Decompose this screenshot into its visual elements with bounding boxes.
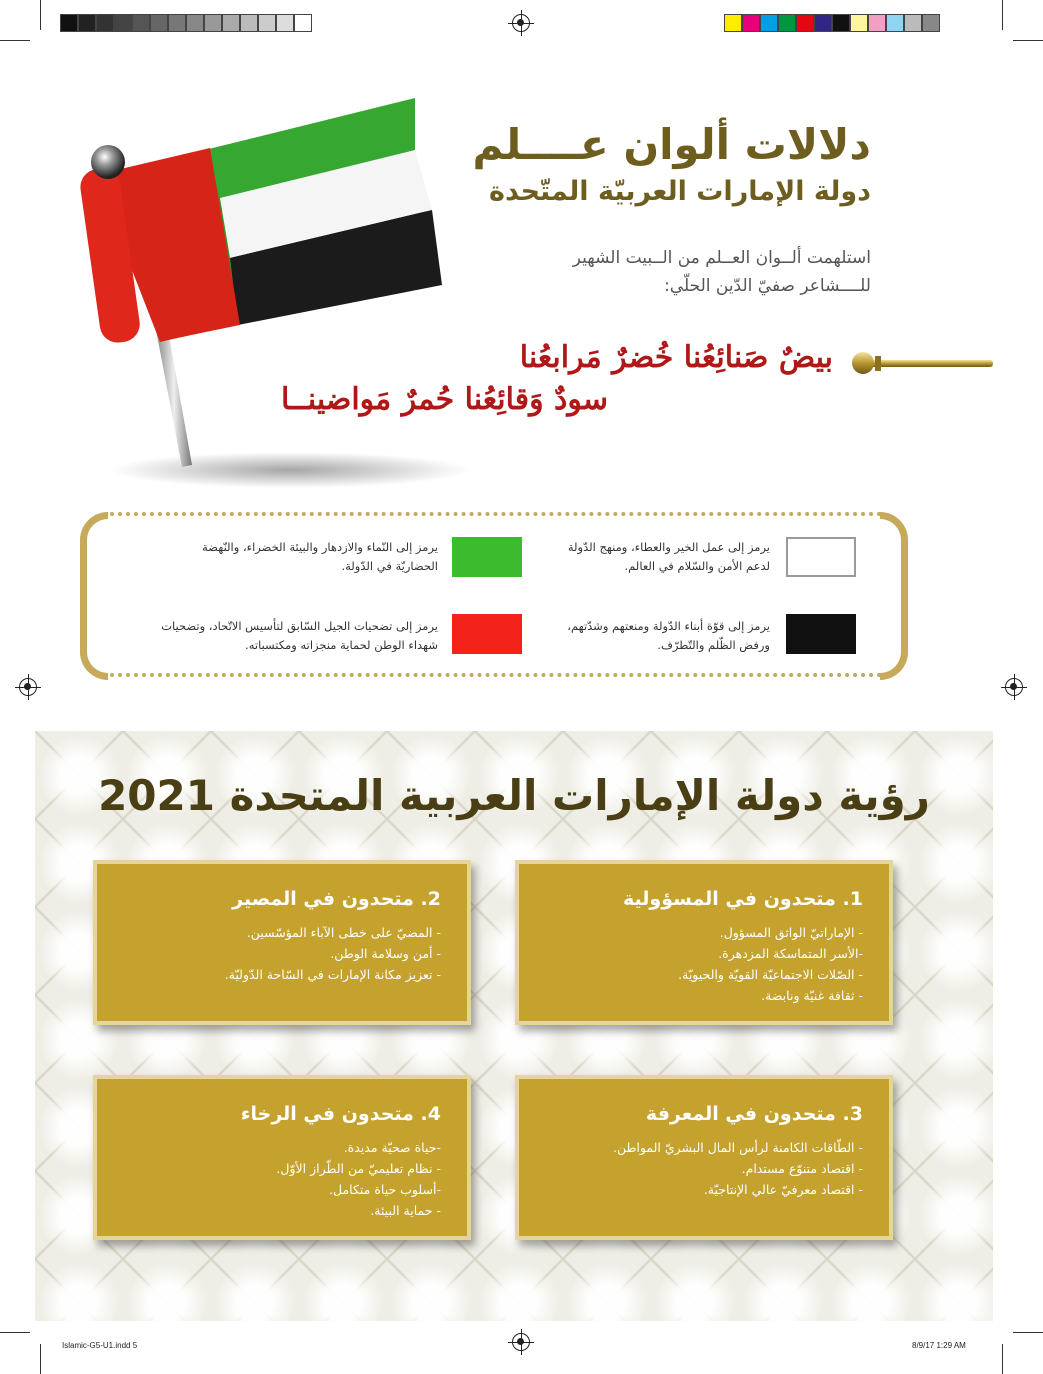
list-item: - حماية البيئة. [370,1203,441,1218]
swatch-white [786,537,856,577]
card-heading: 1. متحدون في المسؤولية [622,888,863,910]
swatch-red [452,614,522,654]
crop-mark [1002,0,1003,30]
crop-mark [0,1332,30,1333]
list-item: - اقتصاد معرفيّ عالي الإنتاجيّة. [703,1182,863,1197]
file-slug: Islamic-G5-U1.indd 5 [62,1341,138,1350]
crop-mark [1013,40,1043,41]
vision-card-1 [515,860,893,1025]
color-bar [724,14,940,32]
crop-mark [1002,1344,1003,1374]
legend-brace-left [80,512,108,680]
list-item: - الإماراتيّ الواثق المسؤول. [719,925,863,940]
swatch-black [786,614,856,654]
page-title: دلالات ألوان عــــلم [472,120,871,169]
intro-line-2: للــــشاعر صفيّ الدّين الحلّي: [664,276,871,296]
vision-title: رؤية دولة الإمارات العربية المتحدة 2021 [98,771,930,820]
list-item: -أسلوب حياة متكامل. [329,1182,441,1197]
list-item: - الصّلات الاجتماعيّة القويّة والحيويّة. [678,967,863,982]
gold-rod-ornament [845,346,995,380]
vision-section [35,731,993,1321]
crop-mark [1013,1332,1043,1333]
legend-brace-right [880,512,908,680]
legend-text-white: يرمز إلى عمل الخير والعطاء، ومنهج الدّولة لدعم الأمن والسّلام في العالم. [567,540,770,573]
vision-card-3 [515,1075,893,1240]
card-heading: 3. متحدون في المعرفة [645,1103,863,1125]
page-subtitle: دولة الإمارات العربيّة المتّحدة [489,176,871,207]
legend-text-red: يرمز إلى تضحيات الجيل السّابق لتأسيس الاتّحاد، وتضحيات شهداء الوطن لحماية منجزاته ومكتسباته. [161,619,438,652]
crop-mark [0,40,30,41]
legend-text-green: يرمز إلى النّماء والازدهار والبيئة الخضراء، والنّهضة الحضاريّة في الدّولة. [202,540,438,573]
list-item: - الطّاقات الكامنة لرأس المال البشريّ المواطن. [612,1140,863,1155]
crop-mark [40,1344,41,1374]
intro-line-1: استلهمت ألــوان العــلم من الــبيت الشهير [572,248,871,268]
grayscale-bar [60,14,312,32]
crop-mark [40,0,41,30]
legend-border-top [110,512,882,516]
card-heading: 4. متحدون في الرخاء [240,1103,441,1125]
list-item: - اقتصاد متنوّع مستدام. [741,1161,863,1176]
registration-target-top [512,14,530,32]
poem-line-1: بيضٌ صَنائِعُنا خُضرٌ مَرابعُنا [519,340,833,375]
card-heading: 2. متحدون في المصير [232,888,441,910]
registration-target-bottom [512,1333,530,1351]
list-item: -حياة صحيّة مديدة. [343,1140,441,1155]
registration-target-left [19,678,37,696]
uae-flag-illustration [70,80,490,490]
vision-card-4 [93,1075,471,1240]
timestamp-slug: 8/9/17 1:29 AM [912,1341,966,1350]
vision-card-2 [93,860,471,1025]
legend-border-bottom [110,673,882,677]
registration-target-right [1005,678,1023,696]
list-item: - نظام تعليميّ من الطّراز الأوّل. [276,1161,441,1176]
legend-text-black: يرمز إلى قوّة أبناء الدّولة ومنعتهم وشدّتهم، ورفض الظّلم والتّطرّف. [567,619,770,652]
list-item: - ثقافة غنيّة ونابضة. [761,988,863,1003]
list-item: - تعزيز مكانة الإمارات في السّاحة الدّوليّة. [224,967,441,982]
list-item: - أمن وسلامة الوطن. [330,946,441,961]
list-item: - المضيّ على خطى الآباء المؤسّسين. [246,925,441,940]
list-item: -الأسر المتماسكة المزدهرة. [718,946,863,961]
poem-line-2: سودٌ وَقائِعُنا حُمرٌ مَواضينــا [281,382,608,417]
swatch-green [452,537,522,577]
